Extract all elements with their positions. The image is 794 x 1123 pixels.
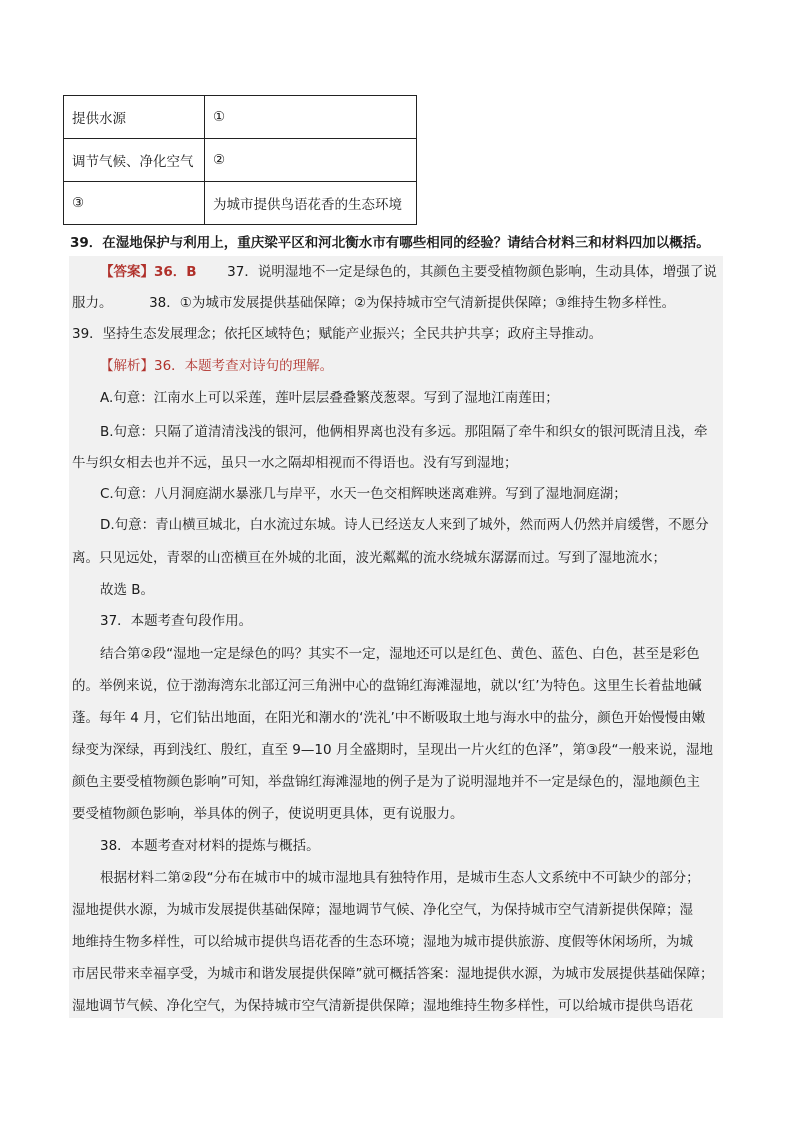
- answer-37-cont: 服力。: [72, 295, 113, 311]
- table-row: [64, 139, 417, 182]
- answer-37: 37．说明湿地不一定是绿色的，其颜色主要受植物颜色影响，生动具体，增强了说: [227, 264, 717, 280]
- para-38-line: 市居民带来幸福享受，为城市和谐发展提供保障”就可概括答案：湿地提供水源，为城市发展提供基础保障；: [72, 966, 714, 982]
- heading-38: 38．本题考查对材料的提炼与概括。: [100, 838, 320, 854]
- choose-line: 故选 B。: [100, 582, 155, 598]
- option-d: D.句意：青山横亘城北，白水流过东城。诗人已经送友人来到了城外，然而两人仍然并肩缓辔，不愿分: [100, 517, 709, 533]
- heading-37: 37．本题考查句段作用。: [100, 613, 253, 629]
- option-b-cont: 牛与织女相去也并不远，虽只一水之隔却相视而不得语也。没有写到湿地；: [72, 455, 518, 471]
- table-cell: 提供水源: [64, 96, 205, 139]
- table-cell: ①: [205, 96, 417, 139]
- option-b: B.句意：只隔了道清清浅浅的银河，他俩相界离也没有多远。那阻隔了牵牛和织女的银河既清且浅，牵: [100, 424, 708, 440]
- material-table: [63, 95, 417, 225]
- answer-label: 【答案】36．B: [100, 264, 197, 280]
- table-row: [64, 96, 417, 139]
- option-d-cont: 离。只见远处，青翠的山峦横亘在外城的北面，波光粼粼的流水绕城东潺潺而过。写到了湿地流水；: [72, 550, 666, 566]
- analysis-line: [100, 356, 333, 376]
- table-cell: 调节气候、净化空气: [64, 139, 205, 182]
- question-39: 39．在湿地保护与利用上，重庆梁平区和河北衡水市有哪些相同的经验？请结合材料三和材料四加以概括。: [70, 235, 710, 251]
- option-c: C.句意：八月洞庭湖水暴涨几与岸平，水天一色交相辉映迷离难辨。写到了湿地洞庭湖；: [100, 486, 627, 502]
- para-37-line: 要受植物颜色影响，举具体的例子，使说明更具体，更有说服力。: [72, 806, 464, 822]
- table-cell: ③: [64, 182, 205, 225]
- answer-line: [72, 293, 675, 313]
- para-37-line: 蓬。每年 4 月，它们钻出地面，在阳光和潮水的‘洗礼’中不断吸取土地与海水中的盐分，颜色开始慢慢由嫩: [72, 710, 706, 726]
- answer-line: [100, 262, 717, 282]
- para-38-line: 湿地提供水源，为城市发展提供基础保障；湿地调节气候、净化空气，为保持城市空气清新提供保障；湿: [72, 902, 693, 918]
- table-row: [64, 182, 417, 225]
- analysis-label: 【解析】36．本题考查对诗句的理解。: [100, 358, 334, 374]
- option-a: A.句意：江南水上可以采莲，莲叶层层叠叠繁茂葱翠。写到了湿地江南莲田；: [100, 390, 559, 406]
- table-cell: ②: [205, 139, 417, 182]
- para-37-line: 的。举例来说，位于渤海湾东北部辽河三角洲中心的盘锦红海滩湿地，就以‘红’为特色。这里生长着盐地碱: [72, 678, 702, 694]
- para-38-line: 根据材料二第②段“分布在城市中的城市湿地具有独特作用，是城市生态人文系统中不可缺少的部分；: [100, 870, 700, 886]
- para-37-line: 结合第②段“湿地一定是绿色的吗？其实不一定，湿地还可以是红色、黄色、蓝色、白色，甚至是彩色: [100, 646, 700, 662]
- answer-39: 39．坚持生态发展理念；依托区域特色；赋能产业振兴；全民共护共享；政府主导推动。: [72, 326, 603, 342]
- para-37-line: 绿变为深绿，再到浅红、殷红，直至 9—10 月全盛期时，呈现出一片火红的色泽”，第③段“一般来说，湿地: [72, 742, 713, 758]
- answer-38: 38．①为城市发展提供基础保障；②为保持城市空气清新提供保障；③维持生物多样性。: [149, 295, 676, 311]
- table-cell: 为城市提供鸟语花香的生态环境: [205, 182, 417, 225]
- para-38-line: 湿地调节气候、净化空气，为保持城市空气清新提供保障；湿地维持生物多样性，可以给城市提供鸟语花: [72, 998, 693, 1014]
- para-37-line: 颜色主要受植物颜色影响”可知，举盘锦红海滩湿地的例子是为了说明湿地并不一定是绿色的，湿地颜色主: [72, 774, 700, 790]
- para-38-line: 地维持生物多样性，可以给城市提供鸟语花香的生态环境；湿地为城市提供旅游、度假等休闲场所，为城: [72, 934, 693, 950]
